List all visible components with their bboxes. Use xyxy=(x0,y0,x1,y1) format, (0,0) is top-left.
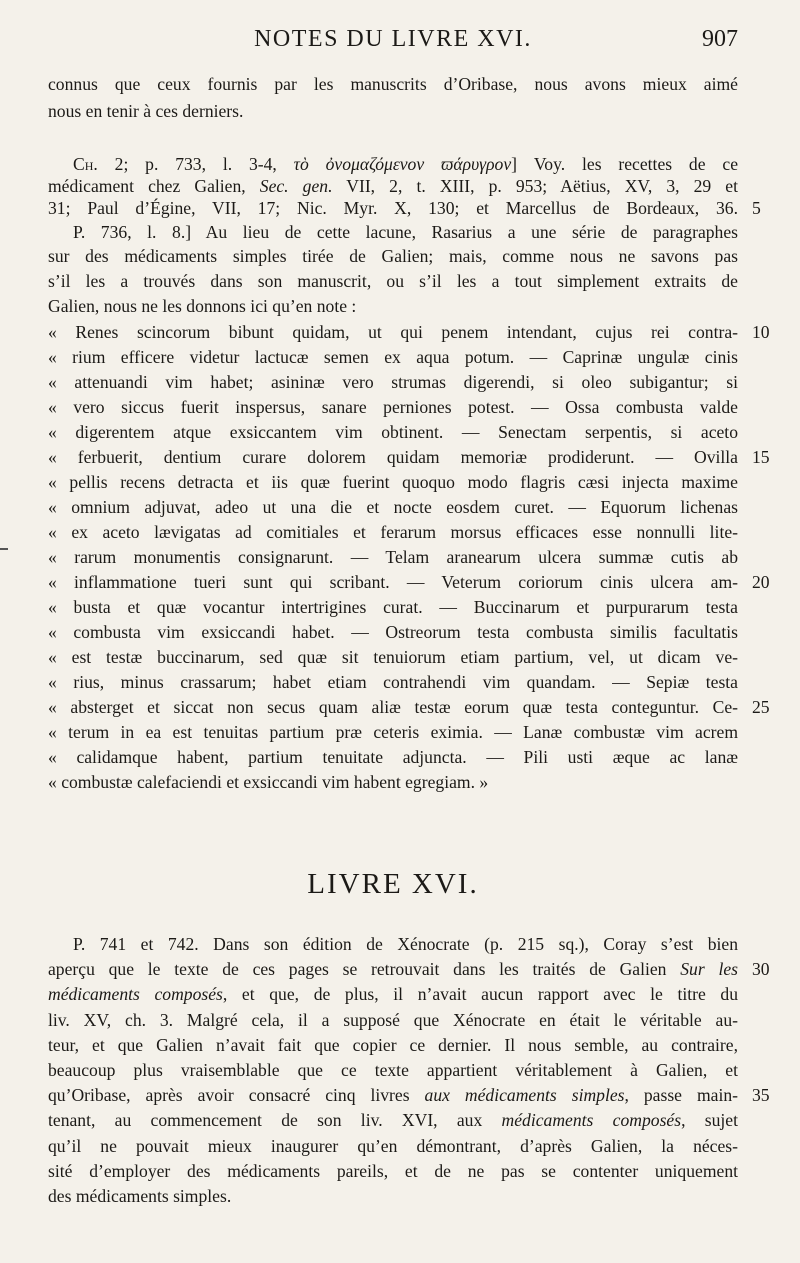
page-number: 907 xyxy=(702,26,738,52)
latin-quote-line: « combustæ calefaciendi et exsiccandi vim habent egregiam. » xyxy=(48,772,489,792)
latin-quote-line: « rius, minus crassarum; habet etiam contrahendi vim quandam. — Sepiæ testa xyxy=(48,672,738,692)
latin-quote-line: « rarum monumentis consignarunt. — Telam aranearum ulcera summæ cutis ab xyxy=(48,547,738,567)
line-number: 30 xyxy=(752,959,770,979)
latin-quote-line: « est testæ buccinarum, sed quæ sit tenuiorum etiam partium, vel, ut dicam ve- xyxy=(48,647,738,667)
note-p741-line: aperçu que le texte de ces pages se retrouvait dans les traités de Galien Sur les xyxy=(48,959,738,980)
note-ch2-line: médicament chez Galien, Sec. gen. VII, 2, t. XIII, p. 953; Aëtius, XV, 3, 29 et xyxy=(48,176,738,196)
note-p736-line: sur des médicaments simples tirée de Galien; mais, comme nous ne savons pas xyxy=(48,246,738,266)
margin-mark xyxy=(0,548,8,550)
latin-quote-line: « inflammatione tueri sunt qui scribant. — Veterum coriorum cinis ulcera am- xyxy=(48,572,738,592)
page-header xyxy=(48,26,738,60)
line-number: 15 xyxy=(752,447,770,467)
line-number: 25 xyxy=(752,697,770,717)
note-p741-line: sité d’employer des médicaments pareils, et de ne pas se contenter uniquement xyxy=(48,1160,738,1181)
latin-quote-line: « terum in ea est tenuitas partium præ ceteris eximia. — Lanæ combustæ vim acrem xyxy=(48,722,738,742)
running-title: NOTES DU LIVRE XVI. xyxy=(254,26,532,52)
text-line: nous en tenir à ces derniers. xyxy=(48,101,244,121)
latin-quote-line: « absterget et siccat non secus quam aliæ testæ eorum quæ testa conteguntur. Ce- xyxy=(48,697,738,717)
note-p741-line: P. 741 et 742. Dans son édition de Xénocrate (p. 215 sq.), Coray s’est bien xyxy=(73,934,738,954)
line-number: 35 xyxy=(752,1085,770,1105)
latin-quote-line: « Renes scincorum bibunt quidam, ut qui penem intendant, cujus rei contra- xyxy=(48,322,738,342)
note-ch2-line: Ch. 2; p. 733, l. 3-4, τὸ ὀνομαζόμενον ϖάρυγρον] Voy. les recettes de ce xyxy=(73,154,738,174)
latin-quote-line: « ferbuerit, dentium curare dolorem quidam memoriæ prodiderunt. — Ovilla xyxy=(48,447,738,467)
latin-quote-line: « ex aceto lævigatas ad comitiales et ferarum morsus efficaces esse nonnulli lite- xyxy=(48,522,738,542)
note-p741-line: des médicaments simples. xyxy=(48,1186,232,1206)
line-number: 10 xyxy=(752,322,770,342)
note-ch2-line: 31; Paul d’Égine, VII, 17; Nic. Myr. X, 130; et Marcellus de Bordeaux, 36. xyxy=(48,198,738,218)
latin-quote-line: « combusta vim exsiccandi habet. — Ostreorum testa combusta similis facultatis xyxy=(48,622,738,642)
latin-quote-line: « busta et quæ vocantur intertrigines curat. — Buccinarum et purpurarum testa xyxy=(48,597,738,617)
note-p741-line: liv. XV, ch. 3. Malgré cela, il a supposé que Xénocrate en était le véritable au- xyxy=(48,1009,738,1030)
latin-quote-line: « rium efficere videtur lactucæ semen ex aqua potum. — Caprinæ ungulæ cinis xyxy=(48,347,738,367)
latin-quote-line: « attenuandi vim habet; asininæ vero strumas digerendi, si oleo subigantur; si xyxy=(48,372,738,392)
latin-quote-line: « pellis recens detracta et iis quæ fuerint quoquo modo flagris cæsi injecta maxime xyxy=(48,472,738,492)
note-p736-line: P. 736, l. 8.] Au lieu de cette lacune, Rasarius a une série de paragraphes xyxy=(73,222,738,242)
note-p741-line: qu’Oribase, après avoir consacré cinq livres aux médicaments simples, passe main- xyxy=(48,1085,738,1106)
note-p736-line: Galien, nous ne les donnons ici qu’en note : xyxy=(48,296,357,316)
note-p741-line: qu’il ne pouvait mieux inaugurer qu’en démontrant, d’après Galien, la néces- xyxy=(48,1135,738,1156)
section-title: LIVRE XVI. xyxy=(307,868,479,900)
note-p741-line: médicaments composés, et que, de plus, il n’avait aucun rapport avec le titre du xyxy=(48,984,738,1005)
note-p741-line: tenant, au commencement de son liv. XVI, aux médicaments composés, sujet xyxy=(48,1110,738,1131)
line-number: 5 xyxy=(752,198,761,218)
text-line: connus que ceux fournis par les manuscrits d’Oribase, nous avons mieux aimé xyxy=(48,74,738,94)
note-p736-line: s’il les a trouvés dans son manuscrit, ou s’il les a tout simplement extraits de xyxy=(48,271,738,291)
note-p741-line: teur, et que Galien n’avait fait que copier ce dernier. Il nous semble, au contraire, xyxy=(48,1034,738,1055)
latin-quote-line: « vero siccus fuerit inspersus, sanare perniones potest. — Ossa combusta valde xyxy=(48,397,738,417)
note-p741-line: beaucoup plus vraisemblable que ce texte appartient véritablement à Galien, et xyxy=(48,1060,738,1080)
latin-quote-line: « digerentem atque exsiccantem vim obtinent. — Senectam serpentis, si aceto xyxy=(48,422,738,442)
line-number: 20 xyxy=(752,572,770,592)
latin-quote-line: « calidamque habent, partium tenuitate adjuncta. — Pili usti æque ac lanæ xyxy=(48,747,738,767)
latin-quote-line: « omnium adjuvat, adeo ut una die et nocte eosdem curet. — Equorum lichenas xyxy=(48,497,738,517)
